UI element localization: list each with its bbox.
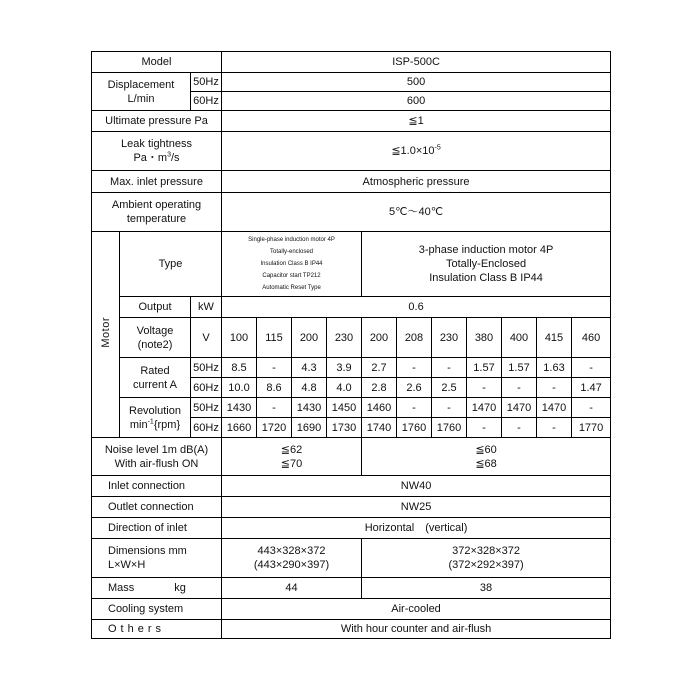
dimensions-single-2: (443×290×397) bbox=[253, 559, 330, 571]
rev-cell: 1740 bbox=[362, 418, 397, 438]
rated-cell: 1.57 bbox=[467, 358, 502, 378]
rev-cell: 1720 bbox=[257, 418, 292, 438]
voltage-label bbox=[120, 318, 191, 358]
cooling-value: Air-cooled bbox=[222, 599, 611, 620]
rev-cell: 1760 bbox=[397, 418, 432, 438]
others-value: With hour counter and air-flush bbox=[222, 620, 611, 639]
rated-cell: - bbox=[572, 358, 611, 378]
noise-label bbox=[92, 438, 222, 476]
rated-cell: 10.0 bbox=[222, 378, 257, 398]
voltage-cell: 208 bbox=[397, 318, 432, 358]
type-three-line-1: 3-phase induction motor 4P bbox=[418, 244, 554, 256]
rated-60hz: 60Hz bbox=[191, 378, 222, 398]
rev-cell: 1470 bbox=[502, 398, 537, 418]
inlet-label: Inlet connection bbox=[92, 476, 222, 497]
leak-tightness-label-2 bbox=[94, 151, 219, 165]
rev-cell: 1460 bbox=[362, 398, 397, 418]
noise-label-2: With air-flush ON bbox=[114, 457, 199, 470]
noise-single-2: ≦70 bbox=[280, 457, 303, 470]
noise-single bbox=[222, 438, 362, 476]
voltage-cell: 115 bbox=[257, 318, 292, 358]
rev-cell: - bbox=[257, 398, 292, 418]
displacement-50hz: 50Hz bbox=[191, 73, 222, 92]
rev-cell: 1690 bbox=[292, 418, 327, 438]
rev-unit-sup: -1 bbox=[147, 417, 154, 425]
rev-cell: 1450 bbox=[327, 398, 362, 418]
rated-label bbox=[120, 358, 191, 398]
ambient-label-2: temperature bbox=[126, 213, 187, 225]
rated-label-2: current A bbox=[132, 378, 178, 391]
row-ultimate-pressure bbox=[92, 111, 611, 132]
leak-tightness-label bbox=[92, 132, 222, 171]
max-inlet-label: Max. inlet pressure bbox=[92, 171, 222, 193]
mass-unit: kg bbox=[174, 582, 186, 594]
row-outlet bbox=[92, 497, 611, 518]
rated-cell: 8.6 bbox=[257, 378, 292, 398]
rated-cell: 2.6 bbox=[397, 378, 432, 398]
mass-single: 44 bbox=[222, 578, 362, 599]
voltage-cell: 230 bbox=[327, 318, 362, 358]
dimensions-three bbox=[362, 539, 611, 578]
rated-cell: 1.47 bbox=[572, 378, 611, 398]
rev-60hz: 60Hz bbox=[191, 418, 222, 438]
rev-cell: 1470 bbox=[537, 398, 572, 418]
rated-cell: 4.0 bbox=[327, 378, 362, 398]
row-inlet bbox=[92, 476, 611, 497]
noise-three-2: ≦68 bbox=[475, 457, 497, 470]
displacement-60hz: 60Hz bbox=[191, 92, 222, 111]
row-ambient bbox=[92, 193, 611, 232]
others-label: Others bbox=[92, 620, 222, 639]
row-noise bbox=[92, 438, 611, 476]
rated-cell: 4.3 bbox=[292, 358, 327, 378]
displacement-label bbox=[92, 73, 191, 111]
cooling-label: Cooling system bbox=[92, 599, 222, 620]
rev-50hz: 50Hz bbox=[191, 398, 222, 418]
voltage-cell: 380 bbox=[467, 318, 502, 358]
motor-type-single bbox=[222, 232, 362, 297]
rev-cell: - bbox=[537, 418, 572, 438]
dimensions-label-1: Dimensions mm bbox=[108, 545, 187, 557]
row-model bbox=[92, 52, 611, 73]
rated-cell: 1.63 bbox=[537, 358, 572, 378]
row-output bbox=[92, 297, 611, 318]
noise-three bbox=[362, 438, 611, 476]
type-three-line-2: Totally-Enclosed bbox=[446, 258, 527, 270]
leak-unit-pre: Pa・m bbox=[133, 152, 168, 164]
voltage-unit: V bbox=[191, 318, 222, 358]
row-others bbox=[92, 620, 611, 639]
row-voltage bbox=[92, 318, 611, 358]
mass-three: 38 bbox=[362, 578, 611, 599]
row-displacement-50 bbox=[92, 73, 611, 92]
direction-value: Horizontal (vertical) bbox=[222, 518, 611, 539]
motor-group-label bbox=[92, 232, 120, 438]
rated-cell: 2.8 bbox=[362, 378, 397, 398]
model-label: Model bbox=[92, 52, 222, 73]
motor-type-three bbox=[362, 232, 611, 297]
leak-unit-post: /s bbox=[170, 152, 180, 164]
voltage-cell: 100 bbox=[222, 318, 257, 358]
rev-unit-pre: min bbox=[129, 418, 148, 431]
rated-cell: 2.7 bbox=[362, 358, 397, 378]
rev-cell: 1430 bbox=[292, 398, 327, 418]
leak-value-pre: ≦1.0×10 bbox=[391, 145, 435, 157]
ultimate-pressure-label: Ultimate pressure Pa bbox=[92, 111, 222, 132]
voltage-cell: 230 bbox=[432, 318, 467, 358]
max-inlet-value: Atmospheric pressure bbox=[222, 171, 611, 193]
rev-label bbox=[120, 398, 191, 438]
inlet-value: NW40 bbox=[222, 476, 611, 497]
row-leak-tightness bbox=[92, 132, 611, 171]
rev-cell: 1430 bbox=[222, 398, 257, 418]
rev-cell: 1730 bbox=[327, 418, 362, 438]
rated-cell: - bbox=[537, 378, 572, 398]
rated-cell: 1.57 bbox=[502, 358, 537, 378]
rated-cell: - bbox=[502, 378, 537, 398]
mass-label-text: Mass bbox=[108, 582, 135, 594]
rev-cell: - bbox=[397, 398, 432, 418]
rated-cell: 8.5 bbox=[222, 358, 257, 378]
model-value: ISP-500C bbox=[222, 52, 611, 73]
voltage-cell: 200 bbox=[362, 318, 397, 358]
rated-cell: - bbox=[257, 358, 292, 378]
type-single-line-2: Totally-enclosed bbox=[269, 249, 314, 255]
noise-single-1: ≦62 bbox=[280, 443, 303, 456]
rev-cell: - bbox=[502, 418, 537, 438]
rev-cell: 1660 bbox=[222, 418, 257, 438]
rev-label-2 bbox=[122, 418, 188, 432]
dimensions-three-2: (372×292×397) bbox=[448, 559, 524, 571]
voltage-cell: 200 bbox=[292, 318, 327, 358]
noise-label-1: Noise level 1m dB(A) bbox=[104, 443, 209, 456]
rev-cell: - bbox=[432, 398, 467, 418]
rated-cell: 4.8 bbox=[292, 378, 327, 398]
displacement-60-value: 600 bbox=[222, 92, 611, 111]
output-label: Output bbox=[120, 297, 191, 318]
rev-cell: 1470 bbox=[467, 398, 502, 418]
rated-label-1: Rated bbox=[140, 364, 170, 377]
rev-cell: - bbox=[572, 398, 611, 418]
row-rev-50 bbox=[92, 398, 611, 418]
displacement-50-value: 500 bbox=[222, 73, 611, 92]
type-single-line-3: Insulation Class B IP44 bbox=[260, 261, 323, 267]
dimensions-label bbox=[92, 539, 222, 578]
ambient-value: 5℃～40℃ bbox=[222, 193, 611, 232]
rev-unit-post: {rpm} bbox=[153, 418, 181, 431]
voltage-label-1: Voltage bbox=[136, 324, 174, 337]
displacement-label-2: L/min bbox=[127, 92, 155, 105]
outlet-label: Outlet connection bbox=[92, 497, 222, 518]
row-dimensions bbox=[92, 539, 611, 578]
output-unit: kW bbox=[191, 297, 222, 318]
spec-table bbox=[91, 51, 611, 639]
noise-three-1: ≦60 bbox=[475, 443, 497, 456]
voltage-label-2: (note2) bbox=[137, 338, 173, 351]
mass-label bbox=[92, 578, 222, 599]
rated-cell: - bbox=[467, 378, 502, 398]
leak-tightness-label-1: Leak tightness bbox=[121, 138, 192, 150]
row-cooling bbox=[92, 599, 611, 620]
rated-cell: 3.9 bbox=[327, 358, 362, 378]
motor-type-label: Type bbox=[120, 232, 222, 297]
type-single-line-5: Automatic Reset Type bbox=[262, 285, 321, 291]
leak-value-sup: -5 bbox=[434, 144, 441, 152]
row-max-inlet bbox=[92, 171, 611, 193]
rev-cell: 1760 bbox=[432, 418, 467, 438]
displacement-label-1: Displacement bbox=[107, 78, 175, 91]
dimensions-single bbox=[222, 539, 362, 578]
voltage-cell: 400 bbox=[502, 318, 537, 358]
ultimate-pressure-value: ≦1 bbox=[222, 111, 611, 132]
type-three-line-3: Insulation Class B IP44 bbox=[429, 272, 543, 284]
row-direction bbox=[92, 518, 611, 539]
voltage-cell: 460 bbox=[572, 318, 611, 358]
rated-cell: - bbox=[432, 358, 467, 378]
dimensions-single-1: 443×328×372 bbox=[257, 545, 326, 557]
row-mass bbox=[92, 578, 611, 599]
leak-tightness-value bbox=[222, 132, 611, 171]
dimensions-label-2: L×W×H bbox=[108, 559, 146, 571]
direction-label: Direction of inlet bbox=[92, 518, 222, 539]
rev-label-1: Revolution bbox=[129, 404, 181, 417]
rated-cell: - bbox=[397, 358, 432, 378]
row-rated-50 bbox=[92, 358, 611, 378]
rev-cell: 1770 bbox=[572, 418, 611, 438]
rated-50hz: 50Hz bbox=[191, 358, 222, 378]
ambient-label bbox=[92, 193, 222, 232]
outlet-value: NW25 bbox=[222, 497, 611, 518]
dimensions-three-1: 372×328×372 bbox=[452, 545, 521, 557]
ambient-label-1: Ambient operating bbox=[111, 199, 202, 211]
leak-unit-sup: 3 bbox=[167, 151, 171, 159]
motor-group-text: Motor bbox=[99, 317, 112, 348]
rated-cell: 2.5 bbox=[432, 378, 467, 398]
row-motor-type bbox=[92, 232, 611, 297]
rev-cell: - bbox=[467, 418, 502, 438]
output-value: 0.6 bbox=[222, 297, 611, 318]
voltage-cell: 415 bbox=[537, 318, 572, 358]
type-single-line-1: Single-phase induction motor 4P bbox=[248, 237, 335, 243]
type-single-line-4: Capacitor start TP212 bbox=[262, 273, 321, 279]
